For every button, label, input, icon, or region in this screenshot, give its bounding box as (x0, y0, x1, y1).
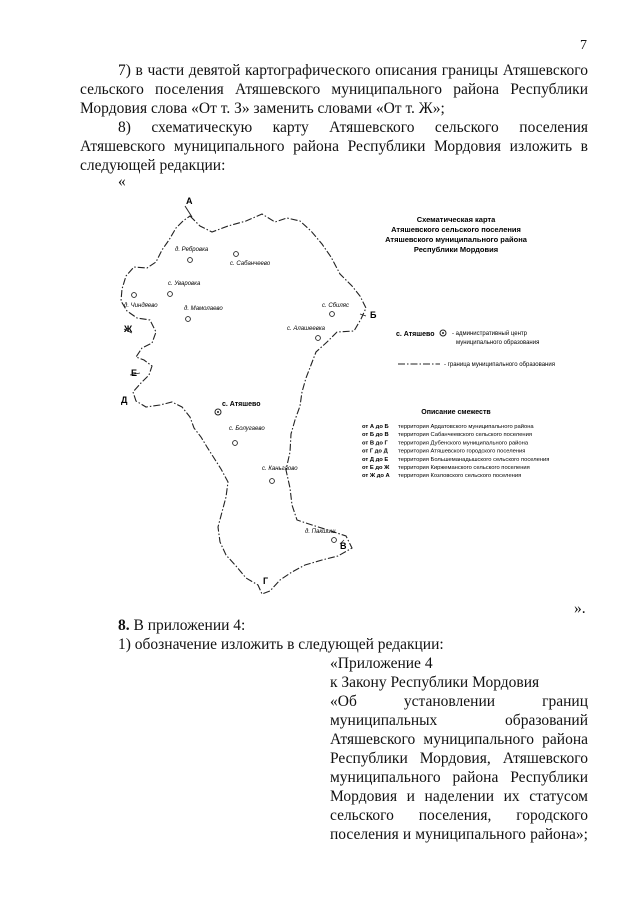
map-title (385, 215, 528, 254)
adjacency-desc: территория Сабанчеевского сельского поселения (398, 432, 532, 439)
svg-text:д. Ребровка: д. Ребровка (175, 247, 209, 253)
settlement-sbilyas (322, 303, 349, 316)
para7-line-2: сельского поселения Атяшевского муниципального района Республики (80, 81, 588, 98)
svg-text:Атяшевского сельского поселени: Атяшевского сельского поселения (391, 225, 521, 234)
adjacency-range: от Г до Д (362, 448, 388, 455)
svg-text:муниципального образования: муниципального образования (456, 340, 540, 346)
settlement-kangaovo (262, 466, 298, 483)
point-zh-label: Ж (124, 324, 133, 334)
adjacency-title: Описание смежеств (421, 409, 491, 416)
section-8-number: 8. (118, 617, 130, 634)
point-b-label: Б (370, 310, 377, 320)
settlement-chindyaevo (124, 293, 158, 309)
svg-text:с. Сабанчеево: с. Сабанчеево (230, 261, 271, 267)
svg-text:д. Чиндяево: д. Чиндяево (124, 303, 158, 309)
settlement-alasheevka (287, 326, 326, 340)
settlement-pakshish (305, 529, 336, 542)
section-8-title: В приложении 4: (129, 617, 246, 634)
para8-line-3: следующей редакции: (80, 157, 226, 174)
appendix-line-2: муниципальных образований (330, 712, 588, 729)
para8-line-2: Атяшевского муниципального района Республики Мордовия изложить в (80, 138, 588, 155)
schematic-map (0, 180, 640, 600)
svg-text:- граница муниципального образ: - граница муниципального образования (444, 362, 555, 368)
arrow-a (185, 206, 192, 217)
para7-line-3: Мордовия слова «От т. З» заменить словами «От т. Ж»; (80, 100, 445, 117)
para7-line-1: 7) в части девятой картографического описания границы Атяшевского (118, 62, 588, 79)
svg-text:д. Мамолаево: д. Мамолаево (184, 306, 223, 312)
close-quote: ». (574, 600, 586, 617)
svg-text:Атяшевского муниципального рай: Атяшевского муниципального района (385, 235, 527, 244)
adjacency-desc: территория Ардатовского муниципального района (398, 424, 534, 430)
adjacency-range: от Е до Ж (362, 465, 390, 471)
svg-text:с. Сбиляс: с. Сбиляс (322, 303, 349, 309)
point-d-label: Д (121, 395, 128, 405)
appendix-line-6: Мордовия и наделении их статусом (330, 788, 588, 805)
adjacency-range: от Д до Е (362, 456, 389, 463)
svg-text:с. Атяшево: с. Атяшево (222, 401, 261, 408)
settlement-bolugaevo (229, 426, 265, 445)
adjacency-range: от Б до В (362, 432, 389, 439)
adjacency-desc: территория Большеманадышского сельского поселения (398, 456, 550, 463)
adjacency-desc: территория Киржеманского сельского поселения (398, 465, 530, 471)
svg-text:с. Каньгаово: с. Каньгаово (262, 466, 298, 472)
svg-text:д. Пакшиш: д. Пакшиш (305, 529, 336, 535)
svg-text:Республики Мордовия: Республики Мордовия (413, 245, 499, 254)
adjacency-desc: территория Козловского сельского поселения (398, 473, 522, 480)
section-8-heading (118, 616, 245, 635)
section-8-item-1: 1) обозначение изложить в следующей редакции: (118, 636, 444, 653)
adjacency-desc: территория Дубенского муниципального района (398, 440, 529, 447)
svg-text:Схематическая карта: Схематическая карта (416, 215, 496, 224)
settlement-rebrovka (175, 247, 209, 262)
point-g-label: Г (263, 576, 269, 586)
appendix-line-5: муниципального района Республики (330, 769, 588, 786)
open-quote: « (118, 173, 126, 190)
map-legend (396, 330, 555, 368)
settlement-sabancheevo (230, 252, 271, 267)
svg-text:с. Алашеевка: с. Алашеевка (287, 326, 326, 332)
adjacency-range: от Ж до А (362, 473, 390, 480)
appendix-law: к Закону Республики Мордовия (330, 674, 540, 691)
settlement-uvarovka (168, 281, 201, 296)
adjacency-desc: территория Атяшевского городского поселения (398, 448, 526, 455)
adjacency-range: от А до Б (362, 424, 389, 430)
appendix-line-8: поселения и муниципального района»; (330, 826, 588, 843)
point-v-label: В (340, 541, 347, 551)
svg-text:с. Болугаево: с. Болугаево (229, 426, 265, 432)
adjacency-description (362, 409, 549, 479)
legend-center-label: с. Атяшево (396, 331, 435, 338)
appendix-line-7: сельского поселения, городского (330, 807, 588, 824)
svg-text:- административный центр: - административный центр (452, 331, 527, 337)
point-a-label: А (186, 196, 193, 206)
para8-line-1: 8) схематическую карту Атяшевского сельского поселения (118, 119, 588, 136)
page-number: 7 (580, 38, 587, 53)
point-e-label: Е (131, 368, 138, 378)
settlement-atyashevo (215, 401, 260, 415)
settlement-mamolaevo (184, 306, 223, 321)
appendix-line-3: Атяшевского муниципального района (330, 731, 588, 748)
svg-text:с. Уваровка: с. Уваровка (168, 281, 201, 287)
appendix-title: «Приложение 4 (330, 655, 433, 672)
appendix-line-1: «Об установлении границ (330, 693, 588, 710)
adjacency-range: от В до Г (362, 440, 388, 447)
appendix-line-4: Республики Мордовия, Атяшевского (330, 750, 588, 767)
